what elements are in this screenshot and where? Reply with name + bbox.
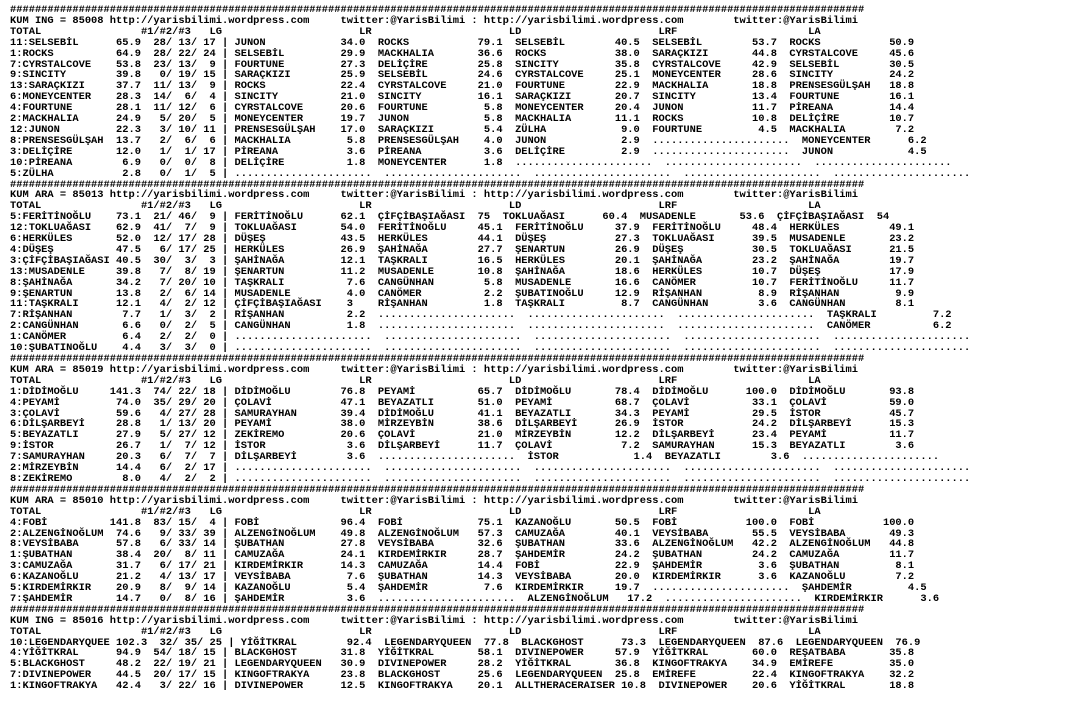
data-row: 2:CANGÜNHAN 6.6 0/ 2/ 5 | CANGÜNHAN 1.8 ...................... ...................... ...................... CANÖMER 6.2 <box>10 320 952 333</box>
data-row: 1:CANÖMER 6.4 2/ 2/ 0 | ...................... ...................... ...................... ...................... ...................... <box>10 331 971 344</box>
data-row: 9:ŞENARTUN 13.8 2/ 6/ 14 | MUSADENLE 4.0 CANÖMER 2.2 ŞUBATINOĞLU 12.9 RİŞANHAN 8.9 RİŞANHAN 9.9 <box>10 287 915 300</box>
data-row: 7:SAMURAYHAN 20.3 6/ 7/ 7 | DİLŞARBEYİ 3.6 ...................... İSTOR 1.4 BEYAZATLI 3.6 ...................... <box>10 451 940 464</box>
data-row: 2:MACKHALIA 24.9 5/ 20/ 5 | MONEYCENTER 19.7 JUNON 5.8 MACKHALIA 11.1 ROCKS 10.8 DELİÇİRE 10.7 <box>10 113 915 126</box>
data-row: 3:ÇİFÇİBAŞIAĞASI 40.5 30/ 3/ 3 | ŞAHİNAĞA 12.1 TAŞKRALI 16.5 HERKÜLES 20.1 ŞAHİNAĞA 23.2 ŞAHİNAĞA 19.7 <box>10 254 915 267</box>
data-row: 3:CAMUZAĞA 31.7 6/ 17/ 21 | KIRDEMİRKIR 14.3 CAMUZAĞA 14.4 FOBİ 22.9 ŞAHDEMİR 3.6 ŞUBATHAN 8.1 <box>10 560 915 573</box>
data-row: 2:ALZENGİNOĞLUM 74.6 9/ 33/ 39 | ALZENGİNOĞLUM 49.8 ALZENGİNOĞLUM 57.3 CAMUZAĞA 40.1 VEYSİBABA 55.5 VEYSİBABA 49.3 <box>10 527 915 540</box>
data-row: 5:BEYAZATLI 27.9 5/ 27/ 12 | ZEKİREMO 20.6 ÇOLAVİ 21.0 MİRZEYBİN 12.2 DİLŞARBEYİ 23.4 PEYAMİ 11.7 <box>10 429 915 442</box>
data-row: 8:ZEKİREMO 8.0 4/ 2/ 2 | ...................... ...................... ...................... ...................... ...................... <box>10 472 971 485</box>
column-header-line: TOTAL #1/#2/#3 LG LR LD LRF LA <box>10 200 821 213</box>
data-row: 7:CYRSTALCOVE 53.8 23/ 13/ 9 | FOURTUNE 27.3 DELİÇİRE 25.8 SINCITY 35.8 CYRSTALCOVE 42.9 SELSEBİL 30.5 <box>10 58 915 71</box>
data-row: 10:LEGENDARYQUEE 102.3 32/ 35/ 25 | YİĞİTKRAL 92.4 LEGENDARYQUEEN 77.8 BLACKGHOST 73.3 LEGENDARYQUEEN 87.6 LEGENDARYQUEEN 76.9 <box>10 636 921 649</box>
data-row: 11:TAŞKRALI 12.1 4/ 2/ 12 | ÇİFÇİBAŞIAĞASI 3 RİŞANHAN 1.8 TAŞKRALI 8.7 CANGÜNHAN 3.6 CANGÜNHAN 8.1 <box>10 298 915 311</box>
race-header-line: KUM ARA = 85010 http://yarisbilimi.wordpress.com twitter:@YarisBilimi : http://yarisbilimi.wordpress.com twitter:@YarisBilimi <box>10 494 859 507</box>
data-row: 4:PEYAMİ 74.0 35/ 29/ 20 | ÇOLAVİ 47.1 BEYAZATLI 51.0 PEYAMİ 68.7 ÇOLAVİ 33.1 ÇOLAVİ 59.0 <box>10 396 915 409</box>
data-row: 12:TOKLUAĞASI 62.9 41/ 7/ 9 | TOKLUAĞASI 54.0 FERİTİNOĞLU 45.1 FERİTİNOĞLU 37.9 FERİTİNOĞLU 48.4 HERKÜLES 49.1 <box>10 222 915 235</box>
data-row: 13:SARAÇKIZI 37.7 11/ 13/ 9 | ROCKS 22.4 CYRSTALCOVE 21.0 FOURTUNE 22.9 MACKHALIA 18.8 PRENSESGÜLŞAH 18.8 <box>10 80 915 93</box>
race-header-line: KUM ARA = 85013 http://yarisbilimi.wordpress.com twitter:@YarisBilimi : http://yarisbilimi.wordpress.com twitter:@YarisBilimi <box>10 189 859 202</box>
separator-line: ######################################################################################################################################### <box>10 483 865 496</box>
data-row: 4:FOBİ 141.8 83/ 15/ 4 | FOBİ 96.4 FOBİ 75.1 KAZANOĞLU 50.5 FOBİ 100.0 FOBİ 100.0 <box>10 516 915 529</box>
separator-line: ######################################################################################################################################### <box>10 353 865 365</box>
separator-line: ######################################################################################################################################### <box>10 603 865 616</box>
race-header-line: KUM ING = 85008 http://yarisbilimi.wordpress.com twitter:@YarisBilimi : http://yarisbilimi.wordpress.com twitter:@YarisBilimi <box>10 14 859 27</box>
data-row: 7:ŞAHDEMİR 14.7 0/ 8/ 16 | ŞAHDEMİR 3.6 ...................... ALZENGİNOĞLUM 17.2 ...................... KIRDEMİRKIR 3.6 <box>10 592 940 605</box>
data-row: 6:HERKÜLES 52.0 12/ 17/ 28 | DÜŞEŞ 43.5 HERKÜLES 44.1 DÜŞEŞ 27.3 TOKLUAĞASI 39.5 MUSADENLE 23.2 <box>10 233 915 246</box>
data-row: 6:MONEYCENTER 28.3 14/ 6/ 4 | SINCITY 21.0 SINCITY 16.1 SARAÇKIZI 20.7 SINCITY 13.4 FOURTUNE 16.1 <box>10 91 915 104</box>
separator-line: ######################################################################################################################################### <box>10 178 865 191</box>
data-row: 13:MUSADENLE 39.8 7/ 8/ 19 | ŞENARTUN 11.2 MUSADENLE 10.8 ŞAHİNAĞA 18.6 HERKÜLES 10.7 DÜŞEŞ 17.9 <box>10 265 915 278</box>
data-row: 5:BLACKGHOST 48.2 22/ 19/ 21 | LEGENDARYQUEEN 30.9 DIVINEPOWER 28.2 YİĞİTKRAL 36.8 KINGOFTRAKYA 34.9 EMİREFE 35.0 <box>10 658 915 671</box>
data-row: 1:ROCKS 64.9 28/ 22/ 24 | SELSEBİL 29.9 MACKHALIA 36.6 ROCKS 38.0 SARAÇKIZI 44.8 CYRSTALCOVE 45.6 <box>10 47 915 60</box>
data-row: 4:DÜŞEŞ 47.5 6/ 17/ 25 | HERKÜLES 26.9 ŞAHİNAĞA 27.7 ŞENARTUN 26.9 DÜŞEŞ 30.5 TOKLUAĞASI 21.5 <box>10 243 915 256</box>
data-row: 6:DİLŞARBEYİ 28.8 1/ 13/ 20 | PEYAMİ 38.0 MİRZEYBİN 38.6 DİLŞARBEYİ 26.9 İSTOR 24.2 DİLŞARBEYİ 15.3 <box>10 418 915 431</box>
data-row: 10:PİREANA 6.9 0/ 0/ 8 | DELİÇİRE 1.8 MONEYCENTER 1.8 ...................... ...................... ...................... <box>10 156 952 169</box>
data-row: 3:ÇOLAVİ 59.6 4/ 27/ 28 | SAMURAYHAN 39.4 DİDİMOĞLU 41.1 BEYAZATLI 34.3 PEYAMİ 29.5 İSTOR 45.7 <box>10 407 915 420</box>
data-row: 5:ZÜLHA 2.8 0/ 1/ 5 | ...................... ...................... ...................... ...................... ...................... <box>10 167 971 180</box>
data-row: 11:SELSEBİL 65.9 28/ 13/ 17 | JUNON 34.0 ROCKS 79.1 SELSEBİL 40.5 SELSEBİL 53.7 ROCKS 50.9 <box>10 36 915 49</box>
column-header-line: TOTAL #1/#2/#3 LG LR LD LRF LA <box>10 505 821 518</box>
data-row: 9:İSTOR 26.7 1/ 7/ 12 | İSTOR 3.6 DİLŞARBEYİ 11.7 ÇOLAVİ 7.2 SAMURAYHAN 15.3 BEYAZATLI 3.6 <box>10 440 915 453</box>
data-row: 5:KIRDEMİRKIR 20.9 8/ 9/ 14 | KAZANOĞLU 5.4 ŞAHDEMİR 7.6 KIRDEMİRKIR 19.7 ...................... ŞAHDEMİR 4.5 <box>10 582 927 595</box>
data-row: 8:PRENSESGÜLŞAH 13.7 2/ 6/ 6 | MACKHALIA 5.8 PRENSESGÜLŞAH 4.0 JUNON 2.9 ...................... MONEYCENTER 6.2 <box>10 134 927 147</box>
column-header-line: TOTAL #1/#2/#3 LG LR LD LRF LA <box>10 374 821 387</box>
column-header-line: TOTAL #1/#2/#3 LG LR LD LRF LA <box>10 625 821 638</box>
data-row: 12:JUNON 22.3 3/ 10/ 11 | PRENSESGÜLŞAH 17.0 SARAÇKIZI 5.4 ZÜLHA 9.0 FOURTUNE 4.5 MACKHALIA 7.2 <box>10 123 915 136</box>
column-header-line: TOTAL #1/#2/#3 LG LR LD LRF LA <box>10 25 821 38</box>
race-header-line: KUM ARA = 85019 http://yarisbilimi.wordpress.com twitter:@YarisBilimi : http://yarisbilimi.wordpress.com twitter:@YarisBilimi <box>10 363 859 376</box>
data-row: 7:RİŞANHAN 7.7 1/ 3/ 2 | RİŞANHAN 2.2 ...................... ...................... ...................... TAŞKRALI 7.2 <box>10 309 952 322</box>
data-row: 6:KAZANOĞLU 21.2 4/ 13/ 17 | VEYSİBABA 7.6 ŞUBATHAN 14.3 VEYSİBABA 20.0 KIRDEMİRKIR 3.6 KAZANOĞLU 7.2 <box>10 571 915 584</box>
data-row: 8:VEYSİBABA 57.8 6/ 33/ 14 | ŞUBATHAN 27.8 VEYSİBABA 32.6 ŞUBATHAN 33.6 ALZENGİNOĞLUM 42.2 ALZENGİNOĞLUM 44.8 <box>10 538 915 551</box>
data-row: 1:KINGOFTRAKYA 42.4 3/ 22/ 16 | DIVINEPOWER 12.5 KINGOFTRAKYA 20.1 ALLTHERACERAISER 10.8 DIVINEPOWER 20.6 YİĞİTKRAL 18.8 <box>10 680 915 693</box>
data-row: 9:SINCITY 39.8 0/ 19/ 15 | SARAÇKIZI 25.9 SELSEBİL 24.6 CYRSTALCOVE 25.1 MONEYCENTER 28.6 SINCITY 24.2 <box>10 69 915 82</box>
data-row: 1:DİDİMOĞLU 141.3 74/ 22/ 18 | DİDİMOĞLU 76.8 PEYAMİ 65.7 DİDİMOĞLU 78.4 DİDİMOĞLU 100.0 DİDİMOĞLU 93.8 <box>10 385 915 398</box>
data-row: 10:ŞUBATINOĞLU 4.4 3/ 3/ 0 | ...................... ...................... ...................... ...................... ...................... <box>10 342 971 355</box>
data-row: 5:FERİTİNOĞLU 73.1 21/ 46/ 9 | FERİTİNOĞLU 62.1 ÇİFÇİBAŞIAĞASI 75 TOKLUAĞASI 60.4 MUSADENLE 53.6 ÇİFÇİBAŞIAĞASI 54 <box>10 211 890 224</box>
data-row: 7:DIVINEPOWER 44.5 20/ 17/ 15 | KINGOFTRAKYA 23.8 BLACKGHOST 25.6 LEGENDARYQUEEN 25.8 EMİREFE 22.4 KINGOFTRAKYA 32.2 <box>10 669 915 682</box>
separator-line: ######################################################################################################################################### <box>10 4 865 16</box>
data-row: 4:FOURTUNE 28.1 11/ 12/ 6 | CYRSTALCOVE 20.6 FOURTUNE 5.8 MONEYCENTER 20.4 JUNON 11.7 PİREANA 14.4 <box>10 102 915 115</box>
data-row: 2:MİRZEYBİN 14.4 6/ 2/ 17 | ...................... ...................... ...................... ...................... ...................... <box>10 462 971 475</box>
data-row: 1:ŞUBATHAN 38.4 20/ 8/ 11 | CAMUZAĞA 24.1 KIRDEMİRKIR 28.7 ŞAHDEMİR 24.2 ŞUBATHAN 24.2 CAMUZAĞA 11.7 <box>10 549 915 562</box>
data-row: 4:YİĞİTKRAL 94.9 54/ 18/ 15 | BLACKGHOST 31.8 YİĞİTKRAL 58.1 DIVINEPOWER 57.9 YİĞİTKRAL 60.0 REŞATBABA 35.8 <box>10 647 915 660</box>
data-row: 3:DELİÇİRE 12.0 1/ 1/ 17 | PİREANA 3.6 PİREANA 3.6 DELİÇİRE 2.9 ...................... JUNON 4.5 <box>10 145 927 158</box>
race-stats-text <box>10 5 970 692</box>
race-header-line: KUM ING = 85016 http://yarisbilimi.wordpress.com twitter:@YarisBilimi : http://yarisbilimi.wordpress.com twitter:@YarisBilimi <box>10 614 859 627</box>
data-row: 8:ŞAHİNAĞA 34.2 7/ 20/ 10 | TAŞKRALI 7.6 CANGÜNHAN 5.8 MUSADENLE 16.6 CANÖMER 10.7 FERİTİNOĞLU 11.7 <box>10 276 915 289</box>
